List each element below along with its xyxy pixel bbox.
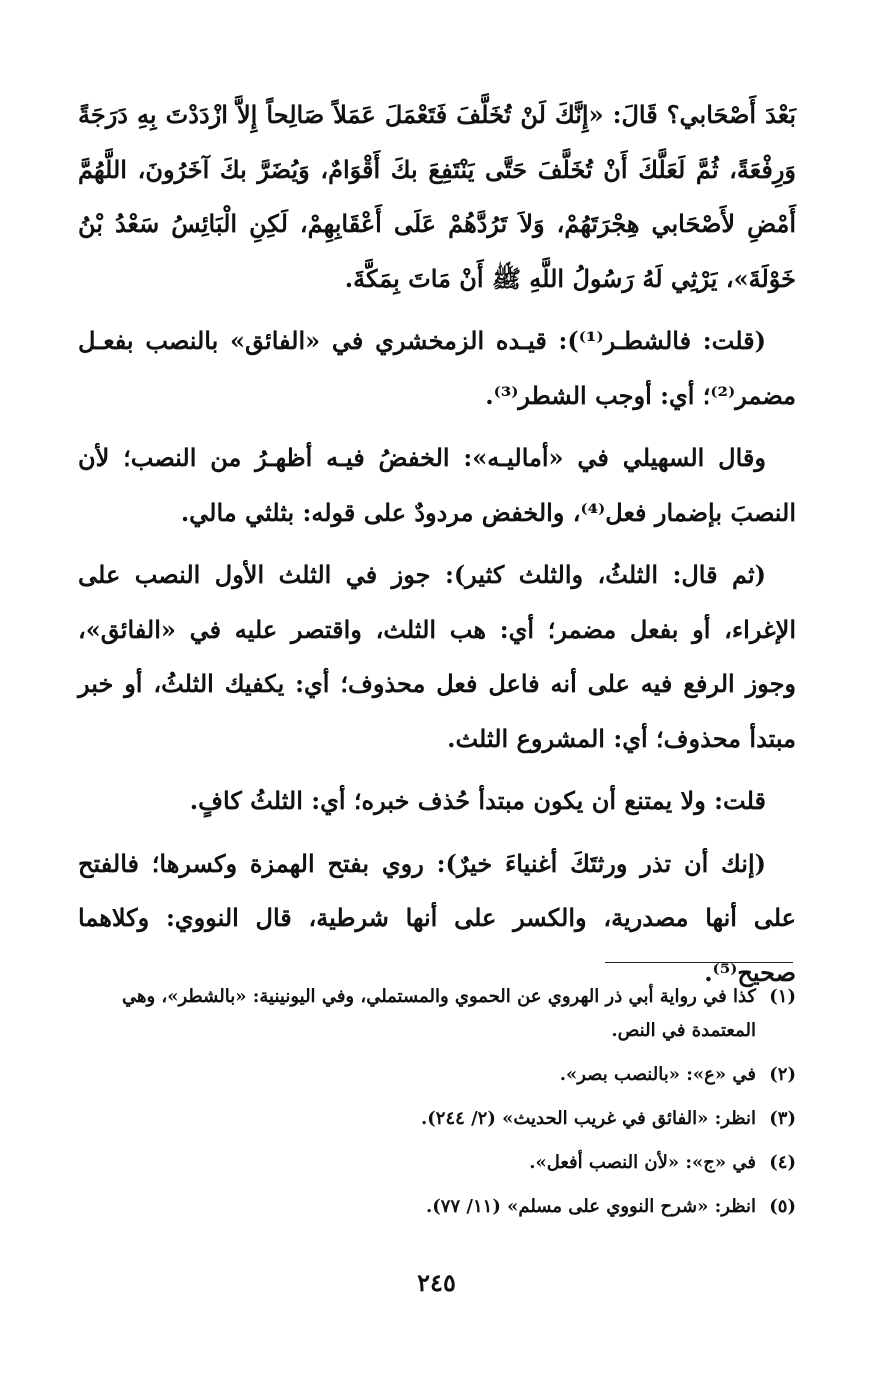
footnote-text: انظر: «شرح النووي على مسلم» (١١/ ٧٧). — [426, 1196, 756, 1217]
footnote-separator — [605, 962, 793, 963]
footnote-number: (٣) — [769, 1108, 796, 1129]
footnote-number: (٤) — [769, 1152, 796, 1173]
footnote — [78, 1102, 796, 1136]
paragraph-suhayli: وقال السهيلي في «أماليـه»: الخفضُ فيـه أظهـرُ من النصب؛ لأن النصبَ بإضمار فعل⁽⁴⁾، والخفض مردودٌ على قوله: بثلثي مالي. — [78, 443, 796, 527]
footnote-number: (٢) — [769, 1064, 796, 1085]
footnote — [78, 1058, 796, 1092]
paragraph-hadith: بَعْدَ أَصْحَابي؟ قَالَ: «إِنَّكَ لَنْ تُخَلَّفَ فَتَعْمَلَ عَمَلاً صَالِحاً إِلاَّ ازْدَدْتَ بِهِ دَرَجَةً وَرِفْعَةً، ثُمَّ لَعَلَّكَ أَنْ تُخَلَّفَ حَتَّى يَنْتَفِعَ بكَ أَقْوَامٌ، وَيُضَرَّ بكَ آخَرُونَ، اللَّهُمَّ أَمْضِ لأَصْحَابي هِجْرَتَهُمْ، وَلاَ تَرُدَّهُمْ عَلَى أَعْقَابِهِمْ، لَكِنِ الْبَائِسُ سَعْدُ بْنُ خَوْلَةَ»، يَرْثِي لَهُ رَسُولُ اللَّهِ ﷺ أَنْ مَاتَ بِمَكَّةَ. — [78, 100, 796, 293]
footnotes — [78, 980, 796, 1234]
footnote-text: في «ع»: «بالنصب بصر». — [559, 1064, 756, 1085]
footnote — [78, 1146, 796, 1180]
footnote — [78, 980, 796, 1048]
paragraph-shatr: (قلت: فالشطـر⁽¹⁾): قيـده الزمخشري في «الفائق» بالنصب بفعـل مضمر⁽²⁾؛ أي: أوجب الشطر⁽³⁾. — [78, 326, 796, 410]
footnote-number: (٥) — [769, 1196, 796, 1217]
paragraph-thuluth: (ثم قال: الثلثُ، والثلث كثير): جوز في الثلث الأول النصب على الإغراء، أو بفعل مضمر؛ أي: هب الثلث، واقتصر عليه في «الفائق»، وجوز الرفع فيه على أنه فاعل فعل محذوف؛ أي: يكفيك الثلثُ، أو خبر مبتدأ محذوف؛ أي: المشروع الثلث. — [78, 560, 796, 753]
paragraph-qultu: قلت: ولا يمتنع أن يكون مبتدأ حُذف خبره؛ أي: الثلثُ كافٍ. — [189, 786, 766, 815]
footnote-number: (١) — [769, 986, 796, 1007]
footnote-text: كذا في رواية أبي ذر الهروي عن الحموي والمستملي، وفي اليونينية: «بالشطر»، وهي المعتمدة في النص. — [121, 986, 756, 1041]
main-text — [78, 88, 796, 1008]
footnote-text: في «ج»: «لأن النصب أفعل». — [529, 1152, 756, 1173]
footnote-text: انظر: «الفائق في غريب الحديث» (٢/ ٢٤٤). — [420, 1108, 756, 1129]
footnote — [78, 1190, 796, 1224]
paragraph-innaka: (إنك أن تذر ورثتَكَ أغنياءَ خيرٌ): روي بفتح الهمزة وكسرها؛ فالفتح على أنها مصدرية، والكسر على أنها شرطية، قال النووي: وكلاهما صحيح⁽⁵⁾. — [78, 848, 796, 987]
page-number: ٢٤٥ — [417, 1268, 456, 1297]
